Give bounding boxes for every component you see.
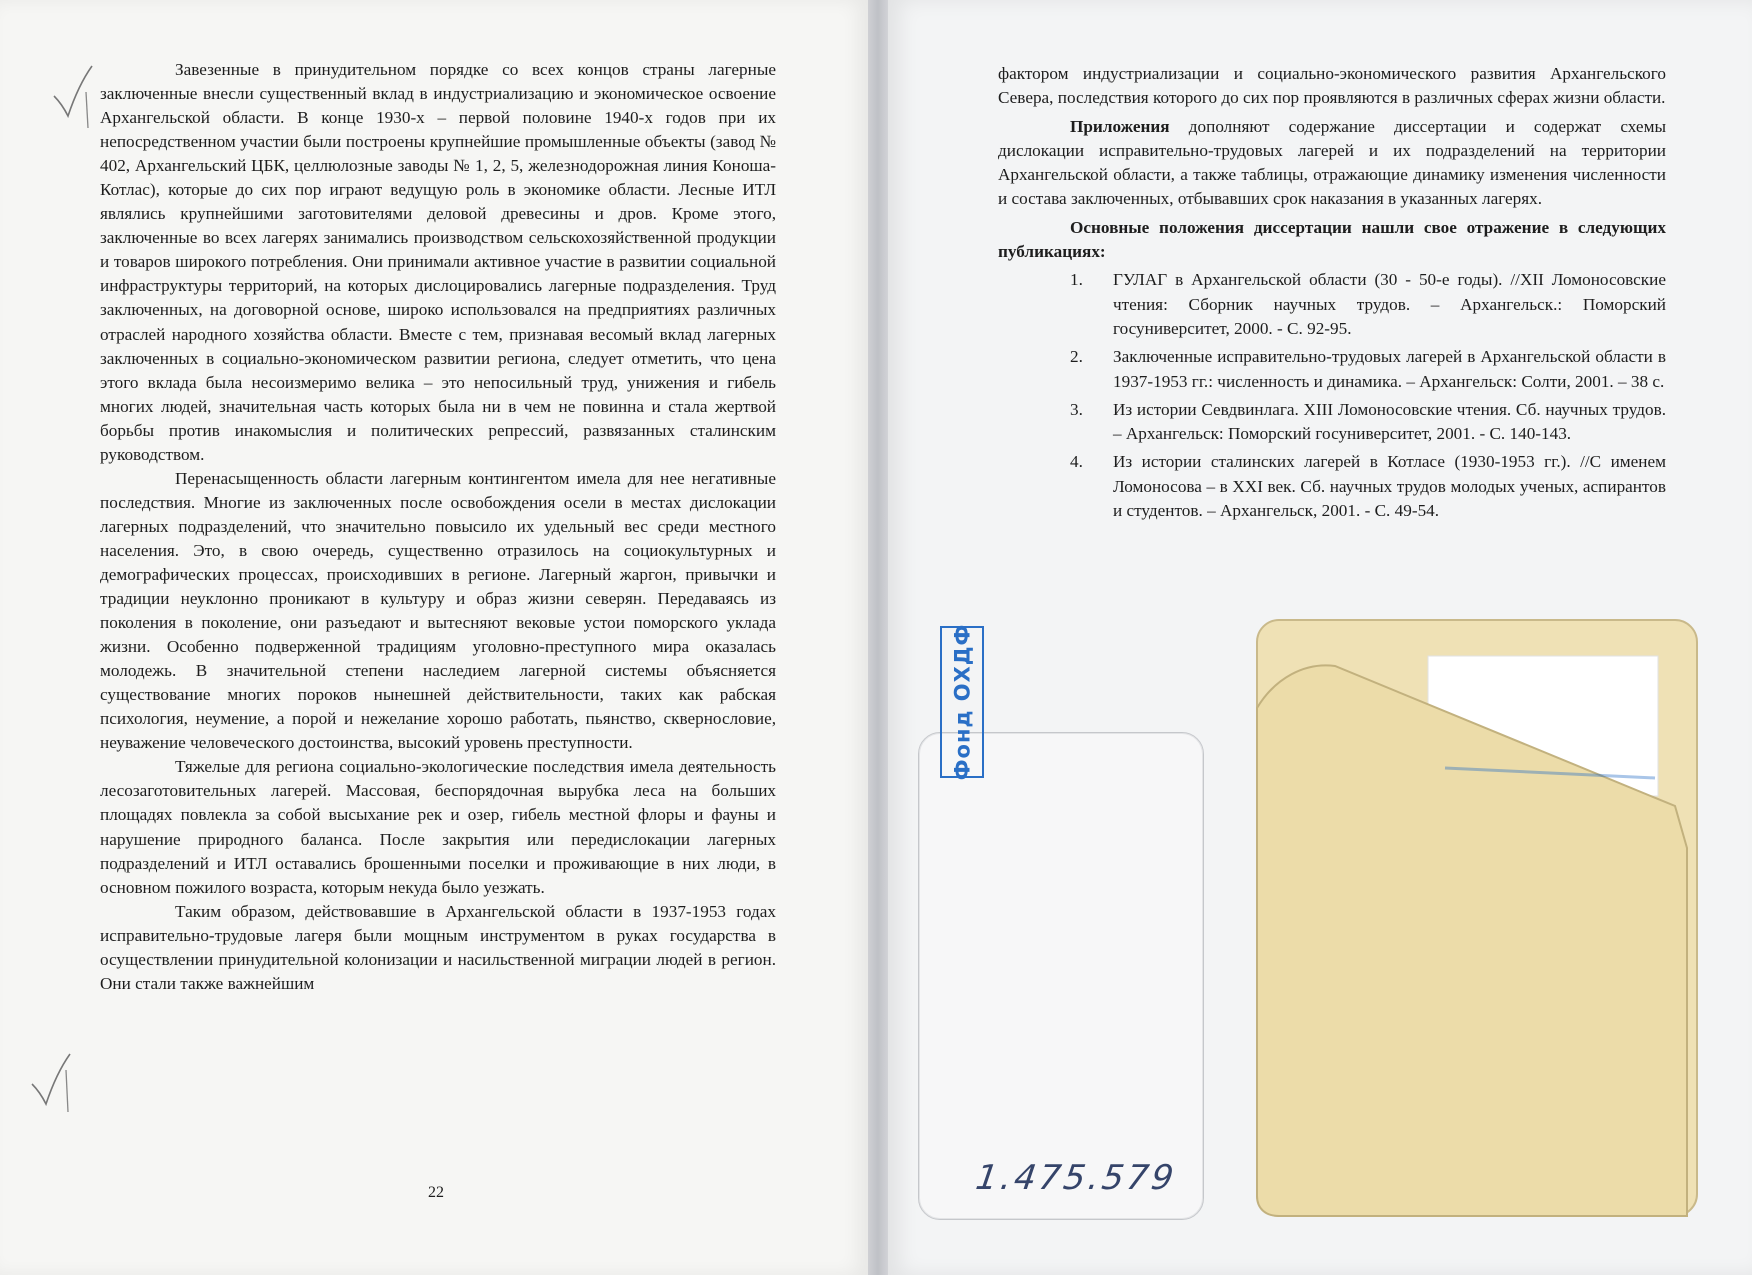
library-stamp: Фонд ОХДФ [940, 626, 984, 778]
appendix-lead: Приложения [1070, 116, 1170, 136]
appendix-text: дополняют содержание диссертации и содержат схемы дислокации исправительно-трудовых лагерей и их подразделений на территории Архангельской области, а также таблицы, отражающие динамику изменения численности и состава заключенных, отбывавших срок наказания в указанных лагерях. [998, 116, 1666, 209]
list-item: 4. Из истории сталинских лагерей в Котласе (1930-1953 гг.). //С именем Ломоносова – в XXI век. Сб. научных трудов молодых ученых, аспирантов и студентов. – Архангельск, 2001. - С. 49-54. [1070, 452, 1666, 521]
paragraph: Таким образом, действовавшие в Архангельской области в 1937-1953 годах исправительно-трудовые лагеря были мощным инструментом в руках государства в осуществлении принудительной колонизации и насильственной миграции людей в регион. Они стали также важнейшим [100, 901, 776, 993]
page-number: 22 [428, 1184, 444, 1201]
list-item: 2. Заключенные исправительно-трудовых лагерей в Архангельской области в 1937-1953 гг.: численность и динамика. – Архангельск: Солти, 2001. – 38 с. [1070, 347, 1666, 391]
appendix-paragraph [998, 115, 1666, 212]
publications-heading: Основные положения диссертации нашли свое отражение в следующих публикациях: [998, 217, 1666, 262]
book-gutter [868, 0, 888, 1275]
checkmark-icon [26, 1050, 78, 1120]
paragraph: Тяжелые для региона социально-экологические последствия имела деятельность лесозаготовительных лагерей. Массовая, беспорядочная вырубка леса на больших площадях повлекла за собой высыхание рек и озер, гибель местной флоры и фауны и нарушение природного баланса. После закрытия или передислокации лагерных подразделений и ИТЛ оставались брошенными поселки и проживающие в них люди, в основном пожилого возраста, которым некуда было уезжать. [100, 757, 776, 897]
inventory-number: 1.475.579 [973, 1158, 1179, 1198]
publications-list [998, 268, 1666, 523]
right-text-column [998, 62, 1666, 523]
manila-envelope [1255, 618, 1699, 1228]
paragraph: Перенасыщенность области лагерным контингентом имела для нее негативные последствия. Многие из заключенных после освобождения осели в местах дислокации лагерных подразделений, что значительно повысило их удельный вес среди местного населения. Это, в свою очередь, существенно отразилось на социокультурных и демографических процессах, происходивших в регионе. Лагерный жаргон, привычки и традиции неуклонно проникают в культуру и образ жизни северян. Передаваясь из поколения в поколение, они разъедают и вытесняют вековые устои поморского уклада жизни. Особенно подверженной традициям уголовно-преступного мира оказалась молодежь. В значительной степени наследием лагерной системы объясняется существование многих пороков нынешней действительности, таких как рабская психология, неумение, а порой и нежелание хорошо работать, пьянство, сквернословие, неуважение человеческого достоинства, высокий уровень преступности. [100, 468, 776, 753]
checkmark-icon [48, 62, 100, 132]
list-item: 1. ГУЛАГ в Архангельской области (30 - 50-е годы). //XII Ломоносовские чтения: Сборник научных трудов. – Архангельск.: Поморский госуниверситет, 2000. - С. 92-95. [1070, 270, 1666, 338]
paragraph: Завезенные в принудительном порядке со всех концов страны лагерные заключенные внесли существенный вклад в индустриализацию и экономическое освоение Архангельской области. В конце 1930-х – первой половине 1940-х годов при их непосредственном участии были построены крупнейшие промышленные объекты (завод № 402, Архангельский ЦБК, целлюлозные заводы № 1, 2, 5, железнодорожная линия Коноша-Котлас), которые до сих пор играют ведущую роль в экономике области. Лесные ИТЛ являлись крупнейшими заготовителями деловой древесины и дров. Кроме этого, заключенные во всех лагерях занимались производством сельскохозяйственной продукции и товаров широкого потребления. Они принимали активное участие в развитии социальной инфраструктуры территорий, на которых дислоцировались лагерные подразделения. Труд заключенных, на договорной основе, широко использовался на предприятиях различных отраслей народного хозяйства области. Вместе с тем, признавая весомый вклад лагерных заключенных в социально-экономическом развитии региона, следует отметить, что цена этого вклада была несоизмеримо велика – это непосильный труд, унижения и гибель многих людей, значительная часть которых была ни в чем не повинна и стала жертвой борьбы против инакомыслия и политических репрессий, развязанных сталинским руководством. [100, 60, 776, 464]
card-pocket [918, 732, 1204, 1220]
left-text-column [100, 58, 776, 996]
left-page [0, 0, 868, 1275]
list-item: 3. Из истории Севдвинлага. XIII Ломоносовские чтения. Сб. научных трудов. – Архангельск: Поморский госуниверситет, 2001. - С. 140-143. [1070, 399, 1666, 444]
paragraph: фактором индустриализации и социально-экономического развития Архангельского Севера, последствия которого до сих пор проявляются в различных сферах жизни области. [998, 64, 1666, 108]
